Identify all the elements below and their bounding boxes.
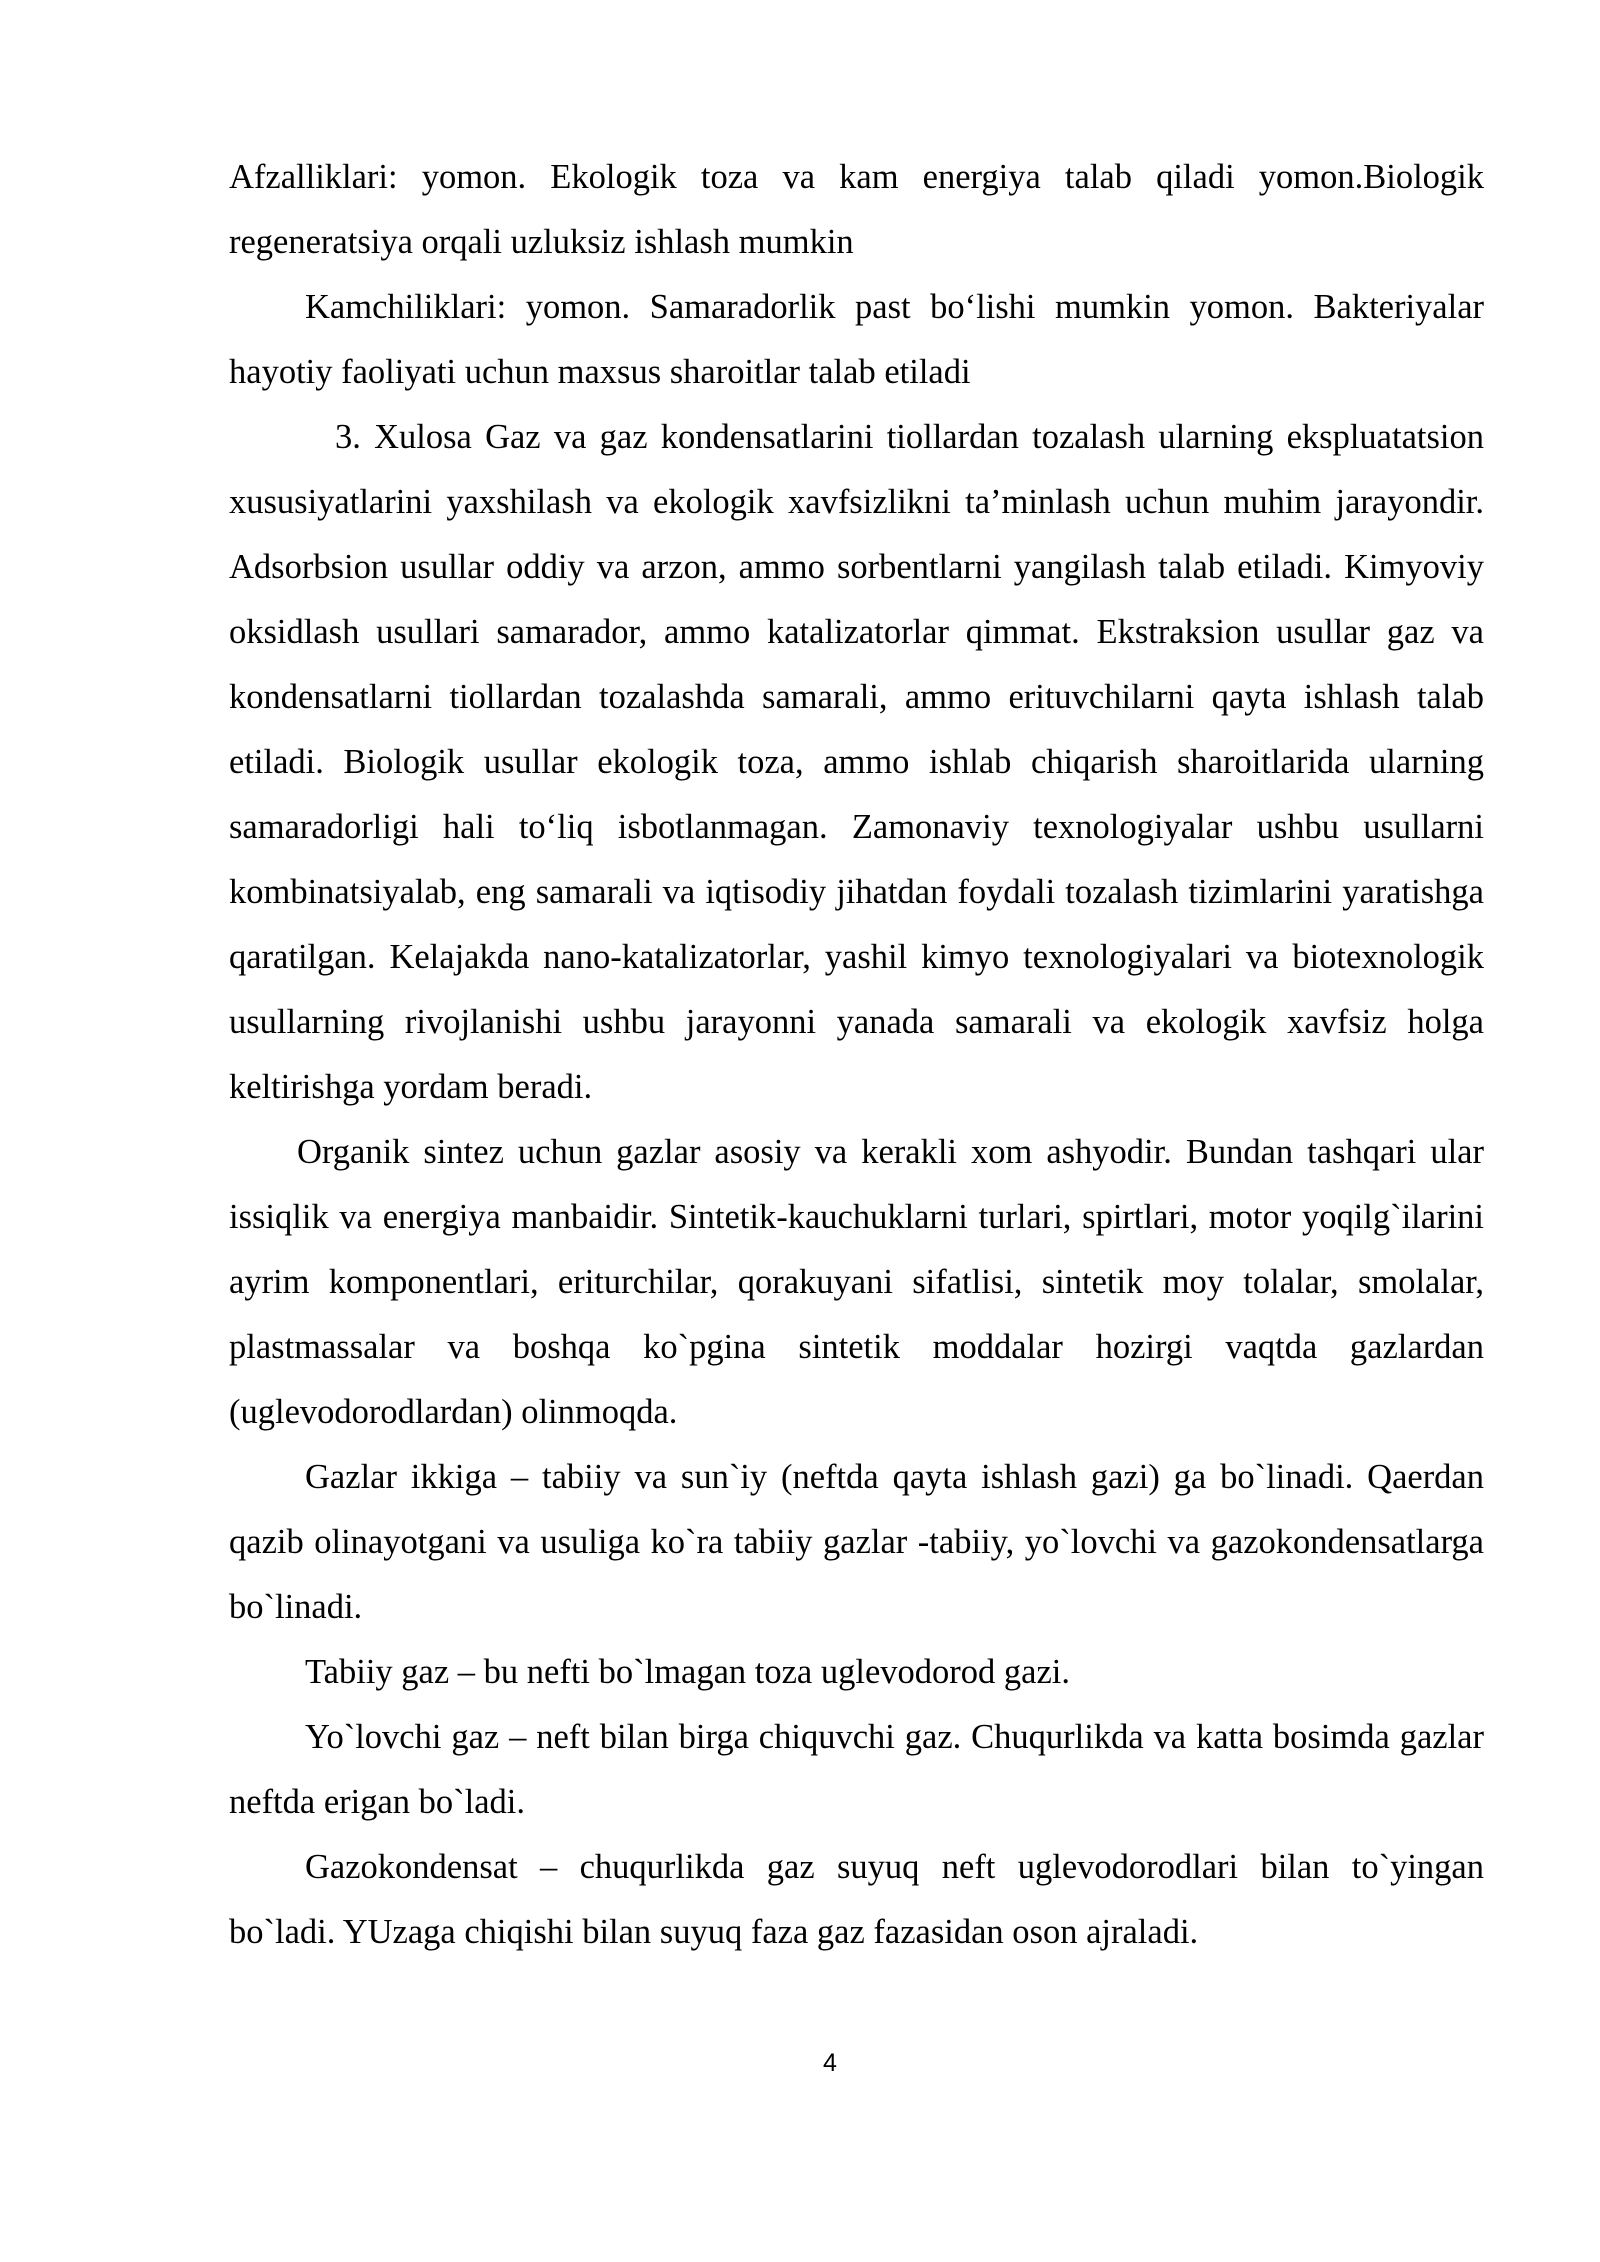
paragraph-gas-condensate: Gazokondensat – chuqurlikda gaz suyuq neft uglevodorodlari bilan to`yingan bo`ladi. YUzaga chiqishi bilan suyuq faza gaz fazasidan oson ajraladi. (229, 1848, 1484, 1951)
paragraph-conclusion: 3. Xulosa Gaz va gaz kondensatlarini tiollardan tozalash ularning ekspluatatsion xususiyatlarini yaxshilash va ekologik xavfsizlikni ta’minlash uchun muhim jarayondir. Adsorbsion usullar oddiy va arzon, ammo sorbentlarni yangilash talab etiladi. Kimyoviy oksidlash usullari samarador, ammo katalizatorlar qimmat. Ekstraksion usullar gaz va kondensatlarni tiollardan tozalashda samarali, ammo erituvchilarni qayta ishlash talab etiladi. Biologik usullar ekologik toza, ammo ishlab chiqarish sharoitlarida ularning samaradorligi hali to‘liq isbotlanmagan. Zamonaviy texnologiyalar ushbu usullarni kombinatsiyalab, eng samarali va iqtisodiy jihatdan foydali tozalash tizimlarini yaratishga qaratilgan. Kelajakda nano-katalizatorlar, yashil kimyo texnologiyalari va biotexnologik usullarning rivojlanishi ushbu jarayonni yanada samarali va ekologik xavfsiz holga keltirishga yordam beradi. (229, 418, 1484, 1106)
paragraph-associated-gas: Yo`lovchi gaz – neft bilan birga chiquvchi gaz. Chuqurlikda va katta bosimda gazlar neftda erigan bo`ladi. (229, 1718, 1484, 1821)
document-body (229, 145, 1484, 1965)
page-number: 4 (823, 2049, 837, 2077)
paragraph-natural-gas: Tabiiy gaz – bu nefti bo`lmagan toza uglevodorod gazi. (305, 1653, 1070, 1691)
paragraph-disadvantages: Kamchiliklari: yomon. Samaradorlik past bo‘lishi mumkin yomon. Bakteriyalar hayotiy faoliyati uchun maxsus sharoitlar talab etiladi (229, 288, 1484, 391)
paragraph-advantages: Afzalliklari: yomon. Ekologik toza va kam energiya talab qiladi yomon.Biologik regeneratsiya orqali uzluksiz ishlash mumkin (229, 158, 1484, 261)
paragraph-gas-types: Gazlar ikkiga – tabiiy va sun`iy (neftda qayta ishlash gazi) ga bo`linadi. Qaerdan qazib olinayotgani va usuliga ko`ra tabiiy gazlar -tabiiy, yo`lovchi va gazokondensatlarga bo`linadi. (229, 1458, 1484, 1626)
paragraph-organic-synthesis: Organik sintez uchun gazlar asosiy va kerakli xom ashyodir. Bundan tashqari ular issiqlik va energiya manbaidir. Sintetik-kauchuklarni turlari, spirtlari, motor yoqilg`ilarini ayrim komponentlari, eriturchilar, qorakuyani sifatlisi, sintetik moy tolalar, smolalar, plastmassalar va boshqa ko`pgina sintetik moddalar hozirgi vaqtda gazlardan (uglevodorodlardan) olinmoqda. (229, 1133, 1484, 1431)
